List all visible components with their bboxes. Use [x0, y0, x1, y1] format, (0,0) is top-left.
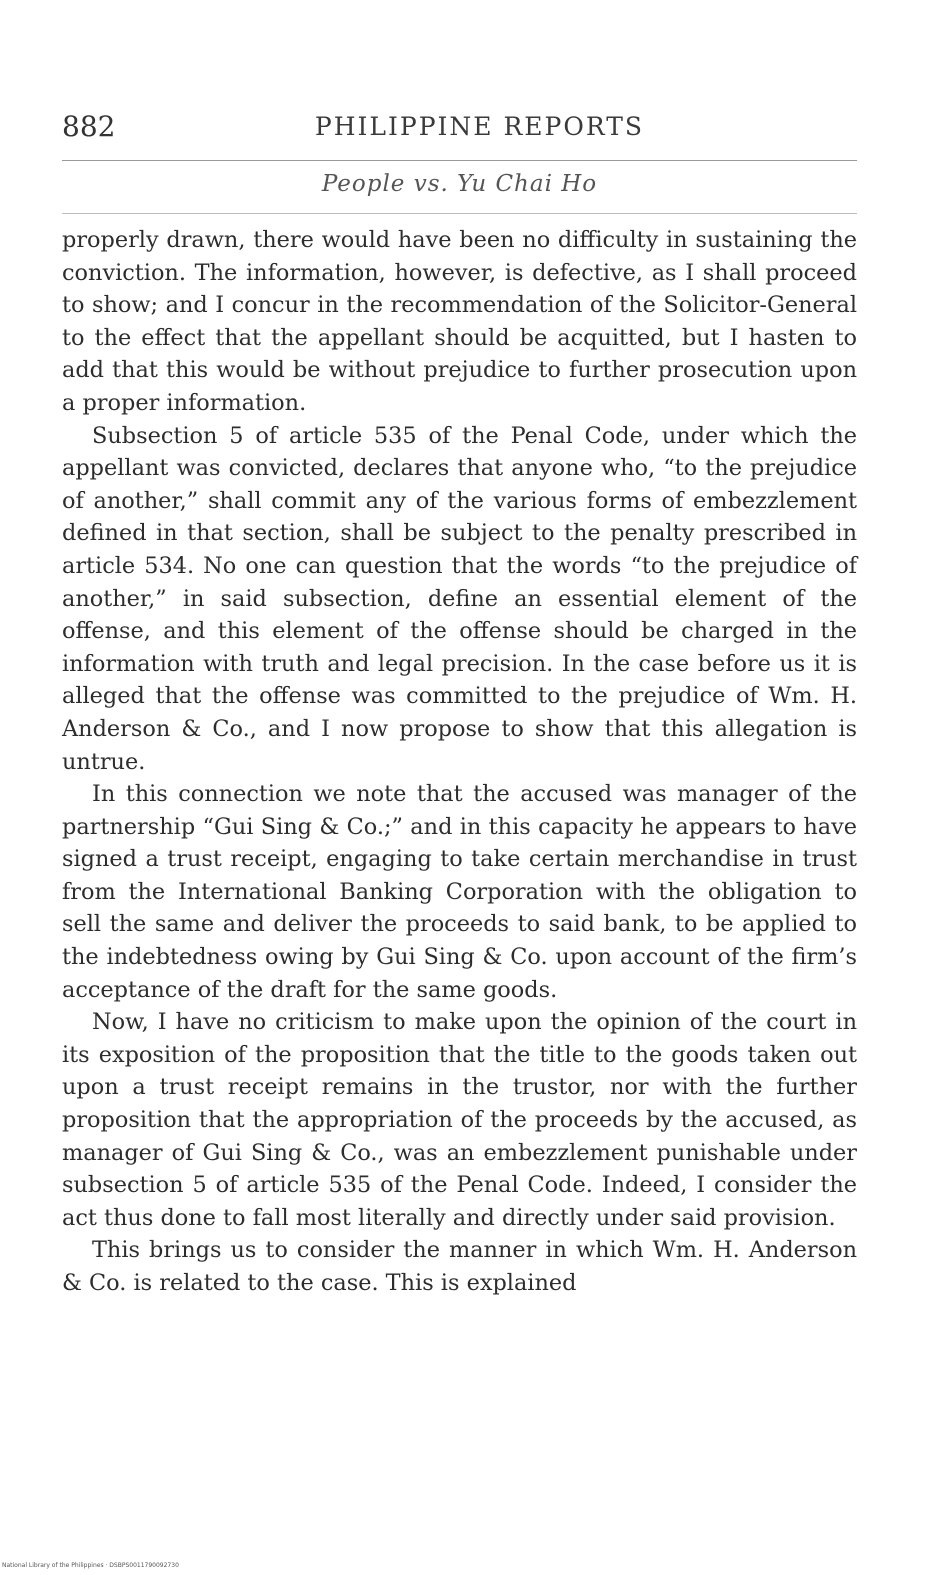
page-number: 882 [62, 110, 116, 143]
page-header [62, 108, 857, 148]
body-text [62, 224, 857, 1300]
paragraph: Now, I have no criticism to make upon the opinion of the court in its exposition of the proposition that the title to the goods taken out upon a trust receipt remains in the trustor, nor with the further proposition that the appropriation of the proceeds by the accused, as manager of Gui Sing & Co., was an embezzlement punishable under subsection 5 of article 535 of the Penal Code. Indeed, I consider the act thus done to fall most literally and directly under said provision. [62, 1009, 857, 1231]
scan-footer: National Library of the Philippines · DSBPS0011790092730 [2, 1562, 179, 1569]
paragraph: In this connection we note that the accused was manager of the partnership “Gui Sing & Co.;” and in this capacity he appears to have signed a trust receipt, engaging to take certain merchandise in trust from the International Banking Corporation with the obligation to sell the same and deliver the proceeds to said bank, to be applied to the indebtedness owing by Gui Sing & Co. upon account of the firm’s acceptance of the draft for the same goods. [62, 781, 857, 1003]
running-title: PHILIPPINE REPORTS [314, 112, 645, 141]
header-rule-top [62, 160, 857, 161]
paragraph-continued: properly drawn, there would have been no difficulty in sustaining the conviction. The information, however, is defective, as I shall proceed to show; and I concur in the recommendation of the Solicitor-General to the effect that the appellant should be acquitted, but I hasten to add that this would be without prejudice to further prosecution upon a proper information. [62, 227, 857, 416]
header-rule-bottom [62, 213, 857, 214]
case-title: People vs. Yu Chai Ho [321, 171, 598, 197]
paragraph: This brings us to consider the manner in which Wm. H. Anderson & Co. is related to the case. This is explained [62, 1237, 857, 1296]
paragraph: Subsection 5 of article 535 of the Penal Code, under which the appellant was convicted, declares that anyone who, “to the prejudice of another,” shall commit any of the various forms of embezzlement defined in that section, shall be subject to the penalty prescribed in article 534. No one can question that the words “to the prejudice of another,” in said subsection, define an essential element of the offense, and this element of the offense should be charged in the information with truth and legal precision. In the case before us it is alleged that the offense was committed to the prejudice of Wm. H. Anderson & Co., and I now propose to show that this allegation is untrue. [62, 422, 857, 775]
